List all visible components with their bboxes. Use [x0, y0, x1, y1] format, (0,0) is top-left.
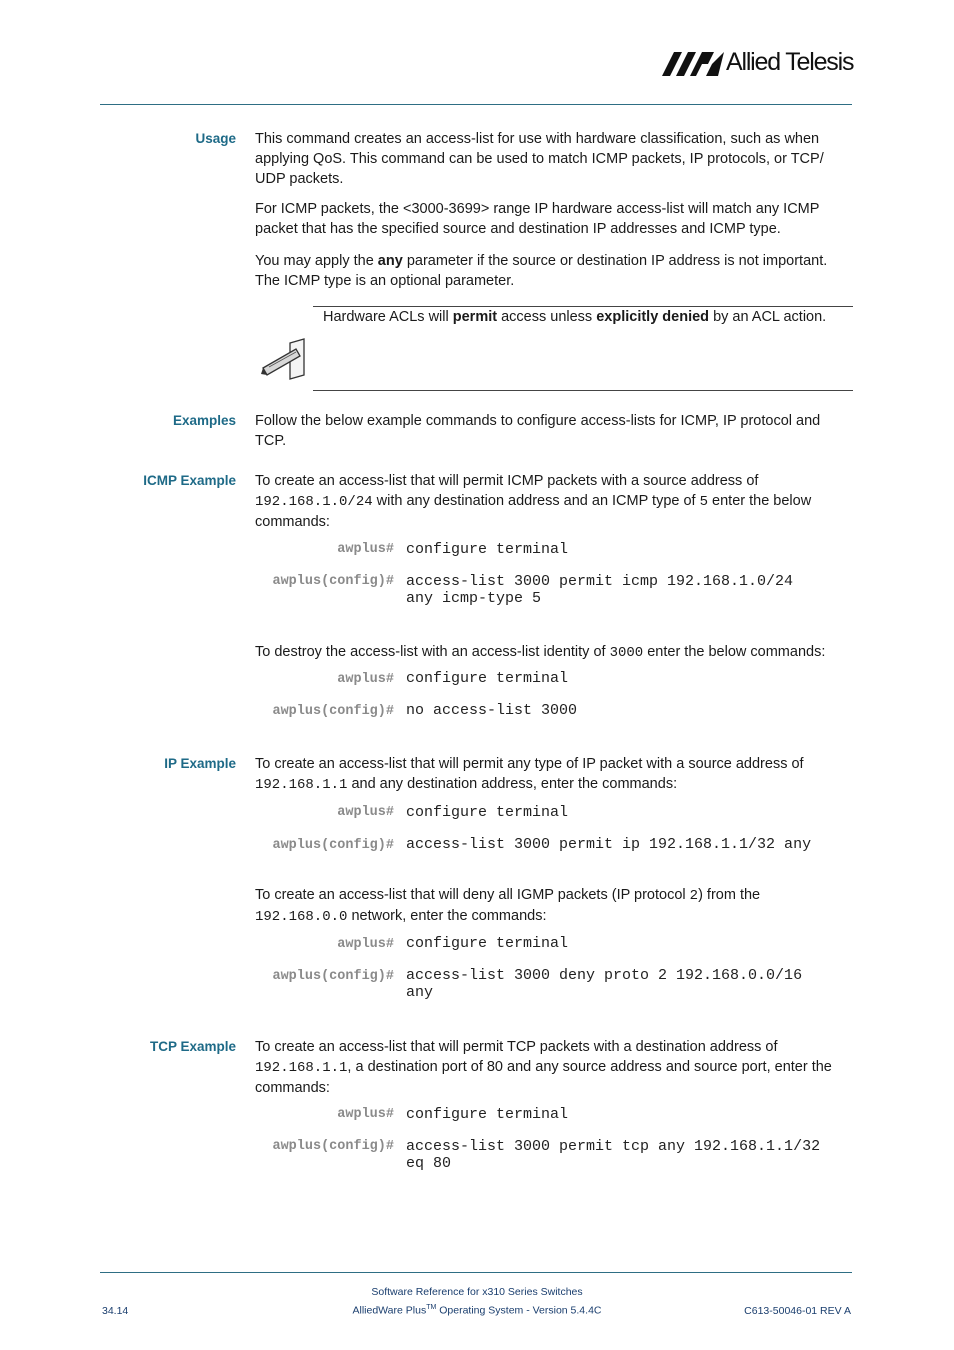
usage-label: Usage	[195, 131, 236, 146]
icmp-destroy-text	[255, 642, 855, 663]
icmp-cmd3-prompt: awplus#	[337, 672, 394, 687]
ip-cmd3-prompt: awplus#	[337, 937, 394, 952]
icmp-destroy-a: To destroy the access-list with an access-list identity of	[255, 644, 610, 660]
note-part-b: permit	[452, 309, 498, 325]
icmp-type-value: 5	[699, 494, 709, 510]
ip-igmp-protocol: 2	[689, 888, 699, 904]
icmp-cmd2: access-list 3000 permit icmp 192.168.1.0/24 any icmp-type 5	[406, 573, 794, 607]
icmp-cmd4: no access-list 3000	[406, 702, 578, 719]
footer-rule	[100, 1272, 852, 1273]
icmp-destroy-b: enter the below commands:	[643, 644, 826, 660]
ip-igmp-a: To create an access-list that will deny all IGMP packets (IP protocol	[255, 887, 690, 903]
usage-paragraph-1	[255, 129, 855, 189]
ip-intro-text	[255, 754, 855, 795]
tcp-cmd2: access-list 3000 permit tcp any 192.168.1.1/32 eq 80	[406, 1138, 821, 1172]
ip-igmp-network: 192.168.0.0	[255, 909, 348, 925]
ip-intro-a: To create an access-list that will permit any type of IP packet with a source address of	[255, 756, 804, 772]
footer-product: AlliedWare Plus	[352, 1304, 427, 1317]
icmp-intro-text	[255, 471, 855, 532]
ip-cmd4-prompt: awplus(config)#	[272, 969, 394, 984]
note-part-c: access unless	[497, 309, 597, 325]
icmp-cmd1: configure terminal	[406, 541, 569, 558]
page-number: 34.14	[102, 1305, 129, 1317]
ip-igmp-b: ) from the	[698, 887, 761, 903]
ip-igmp-text	[255, 885, 855, 927]
ip-cmd1-prompt: awplus#	[337, 805, 394, 820]
footer-title: Software Reference for x310 Series Switches	[371, 1286, 583, 1298]
usage-text-3	[255, 251, 855, 291]
note-bottom-rule	[313, 390, 853, 391]
examples-paragraph	[255, 411, 855, 451]
icmp-intro-b: with any destination address and an ICMP type of	[372, 493, 700, 509]
document-id: C613-50046-01 REV A	[744, 1305, 851, 1317]
ip-cmd3: configure terminal	[406, 935, 569, 952]
icmp-destroy-paragraph	[255, 642, 855, 663]
footer-trademark: TM	[426, 1304, 437, 1311]
usage-text-3a: You may apply the	[255, 253, 378, 269]
icmp-intro-a: To create an access-list that will permit ICMP packets with a source address of	[255, 473, 759, 489]
icmp-cmd3: configure terminal	[406, 670, 569, 687]
ip-intro	[255, 754, 855, 795]
icmp-cmd4-prompt: awplus(config)#	[272, 704, 394, 719]
icmp-source-address: 192.168.1.0/24	[255, 494, 373, 510]
tcp-cmd1: configure terminal	[406, 1106, 569, 1123]
examples-text: Follow the below example commands to configure access-lists for ICMP, IP protocol and TCP.	[255, 413, 821, 449]
note-text	[323, 309, 826, 325]
tcp-intro-text	[255, 1037, 855, 1098]
icmp-intro	[255, 471, 855, 532]
note-part-a: Hardware ACLs will	[323, 309, 453, 325]
icmp-cmd2-prompt: awplus(config)#	[272, 574, 394, 589]
ip-source-address: 192.168.1.1	[255, 777, 348, 793]
usage-text-3c: parameter if the source or destination IP address is not important. The ICMP type is an optional parameter.	[255, 253, 828, 289]
ip-intro-b: and any destination address, enter the commands:	[347, 776, 678, 792]
examples-label: Examples	[172, 413, 236, 428]
tcp-intro-a: To create an access-list that will permit TCP packets with a destination address of	[255, 1039, 778, 1055]
usage-paragraph-2	[255, 199, 855, 239]
tcp-intro	[255, 1037, 855, 1098]
ip-cmd1: configure terminal	[406, 804, 569, 821]
note-top-rule	[313, 306, 853, 307]
tcp-intro-b: , a destination port of 80 and any source address and source port, enter the commands:	[255, 1059, 832, 1096]
header-rule	[100, 104, 852, 105]
brand-name: Allied Telesis	[726, 48, 854, 76]
tcp-example-label: TCP Example	[149, 1039, 236, 1054]
tcp-destination-address: 192.168.1.1	[255, 1060, 348, 1076]
ip-igmp-c: network, enter the commands:	[347, 908, 547, 924]
usage-text-2: For ICMP packets, the <3000-3699> range IP hardware access-list will match any ICMP packet that has the specified source and destination IP addresses and ICMP type.	[255, 201, 820, 237]
usage-text-1: This command creates an access-list for use with hardware classification, such as when applying QoS. This command can be used to match ICMP packets, IP protocols, or TCP/ UDP packets.	[255, 131, 824, 187]
tcp-cmd2-prompt: awplus(config)#	[272, 1139, 394, 1154]
ip-cmd2-prompt: awplus(config)#	[272, 838, 394, 853]
logo-mark-icon	[662, 52, 724, 76]
ip-cmd4: access-list 3000 deny proto 2 192.168.0.0/16 any	[406, 967, 803, 1001]
icmp-intro-c: enter the below commands:	[255, 493, 812, 530]
ip-cmd2: access-list 3000 permit ip 192.168.1.1/32 any	[406, 836, 812, 853]
note-pencil-icon	[260, 337, 308, 381]
tcp-cmd1-prompt: awplus#	[337, 1107, 394, 1122]
ip-example-label: IP Example	[164, 756, 236, 771]
note-part-d: explicitly denied	[596, 309, 710, 325]
ip-igmp-paragraph	[255, 885, 855, 927]
icmp-destroy-id: 3000	[609, 645, 644, 661]
usage-any-keyword: any	[377, 253, 403, 269]
icmp-example-label: ICMP Example	[143, 473, 236, 488]
icmp-cmd1-prompt: awplus#	[337, 542, 394, 557]
note-part-e: by an ACL action.	[709, 309, 827, 325]
usage-paragraph-3	[255, 251, 855, 291]
footer-version: Operating System - Version 5.4.4C	[436, 1304, 602, 1317]
